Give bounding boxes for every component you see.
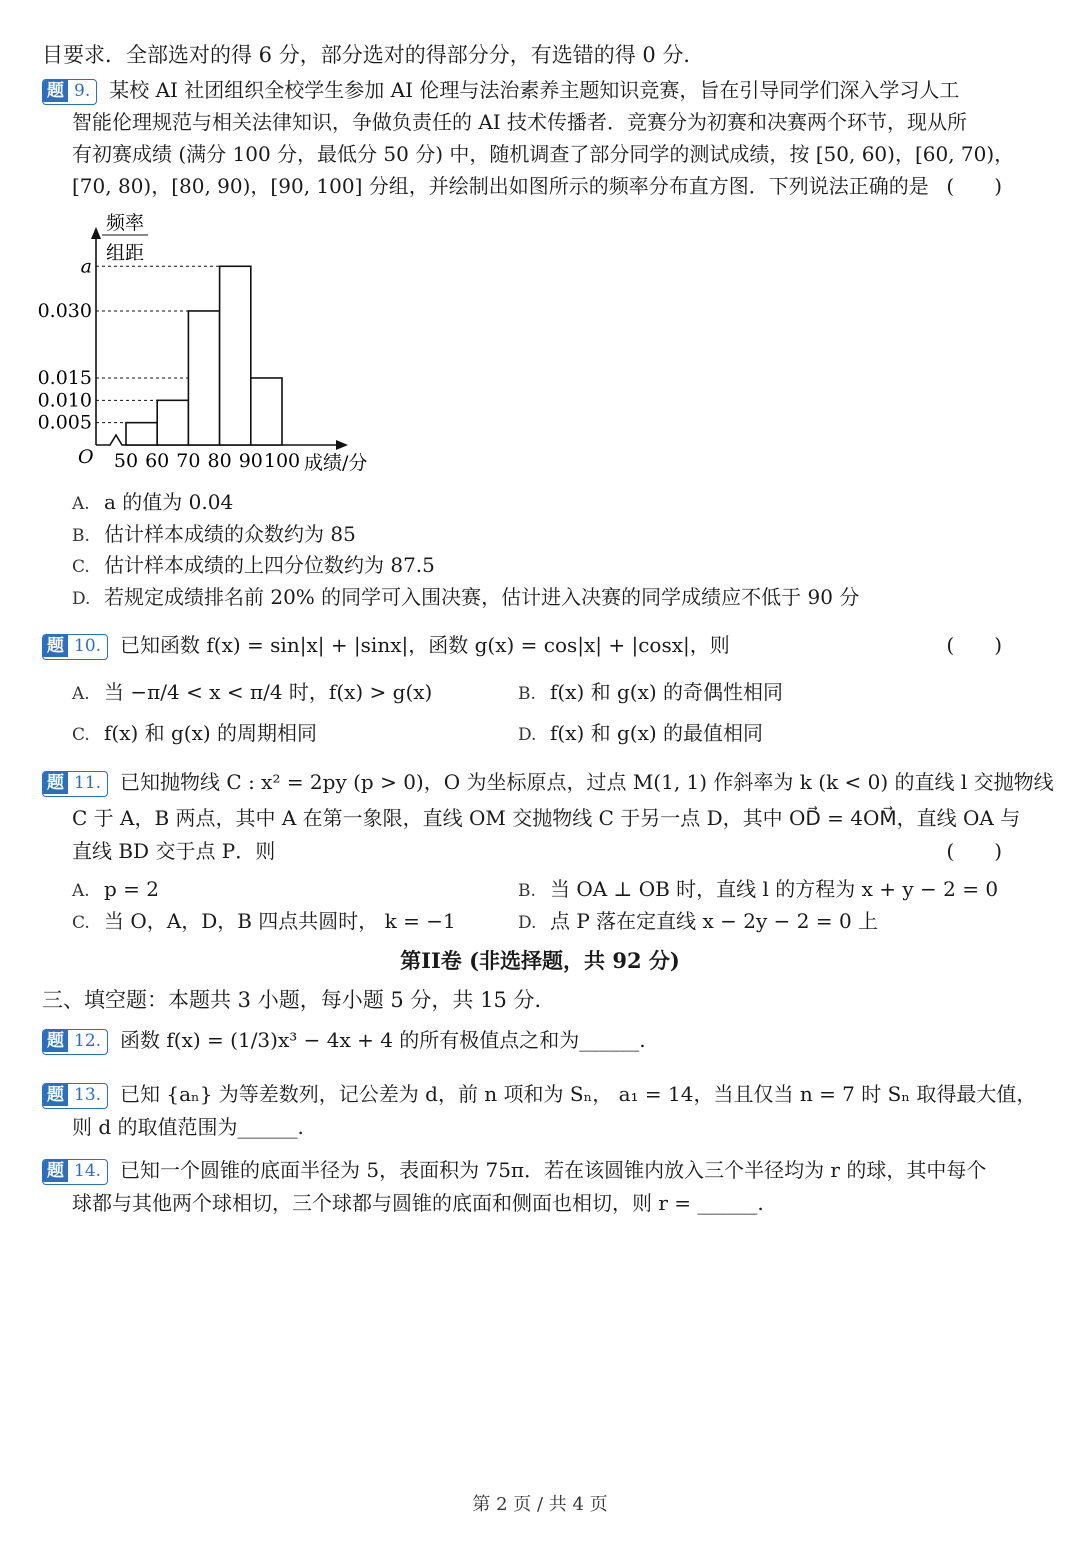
question-badge: 题 12. [42, 1029, 108, 1055]
q9-line-2: 智能伦理规范与相关法律知识，争做负责任的 AI 技术传播者．竞赛分为初赛和决赛两个环节，现从所 [72, 110, 968, 134]
q11-option-a[interactable]: A. p = 2 [72, 877, 159, 901]
question-13 [42, 1079, 1036, 1109]
histogram-bar [126, 423, 157, 445]
q11-line-1: 已知抛物线 C : x² = 2py (p > 0)，O 为坐标原点，过点 M(1, 1) 作斜率为 k (k < 0) 的直线 l 交抛物线 [120, 770, 1054, 794]
x-tick-label: 90 [238, 450, 263, 472]
y-tick-label: 0.015 [37, 366, 92, 389]
ylabel-bottom: 组距 [106, 242, 145, 264]
page-footer: 第 2 页 / 共 4 页 [472, 1494, 608, 1515]
q13-line-1: 已知 {aₙ} 为等差数列，记公差为 d，前 n 项和为 Sₙ， a₁ = 14，当且仅当 n = 7 时 Sₙ 取得最大值， [120, 1082, 1037, 1106]
q10-option-c[interactable]: C. f(x) 和 g(x) 的周期相同 [72, 721, 318, 745]
question-11 [42, 767, 1054, 797]
q14-line-1: 已知一个圆锥的底面半径为 5，表面积为 75π．若在该圆锥内放入三个半径均为 r 的球，其中每个 [120, 1158, 987, 1182]
q11-option-d[interactable]: D. 点 P 落在定直线 x − 2y − 2 = 0 上 [518, 909, 879, 933]
q10-option-b[interactable]: B. f(x) 和 g(x) 的奇偶性相同 [518, 680, 784, 704]
question-badge: 题 13. [42, 1083, 108, 1109]
q10-option-d[interactable]: D. f(x) 和 g(x) 的最值相同 [518, 721, 764, 745]
y-axis-arrow [91, 227, 101, 239]
q11-line-2: C 于 A，B 两点，其中 A 在第一象限，直线 OM 交抛物线 C 于另一点 D，其中 OD⃗ = 4OM⃗，直线 OA 与 [72, 806, 1021, 830]
q11-option-b[interactable]: B. 当 OA ⊥ OB 时，直线 l 的方程为 x + y − 2 = 0 [518, 877, 999, 901]
q9-option-c[interactable]: C. 估计样本成绩的上四分位数约为 87.5 [72, 553, 435, 577]
q13-line-2: 则 d 的取值范围为______. [72, 1115, 304, 1139]
question-badge: 题 9. [42, 79, 97, 105]
question-9 [42, 75, 959, 105]
q11-line-3: 直线 BD 交于点 P．则 [72, 839, 276, 863]
q9-answer-paren: ( ) [946, 174, 1002, 198]
q11-answer-paren: ( ) [946, 839, 1002, 863]
x-tick-label: 100 [263, 450, 301, 472]
q11-option-c[interactable]: C. 当 O，A，D，B 四点共圆时， k = −1 [72, 909, 456, 933]
y-tick-label: 0.010 [37, 389, 92, 412]
q14-line-2: 球都与其他两个球相切，三个球都与圆锥的底面和侧面也相切，则 r = ______. [72, 1191, 764, 1215]
q9-line-4: [70, 80)，[80, 90)，[90, 100] 分组，并绘制出如图所示的频率分布直方图．下列说法正确的是 [72, 174, 929, 198]
x-tick-label: 50 [113, 450, 139, 472]
question-14 [42, 1155, 986, 1185]
intro-line: 目要求．全部选对的得 6 分，部分选对的得部分分，有选错的得 0 分． [42, 43, 705, 67]
q9-option-a[interactable]: A. a 的值为 0.04 [72, 490, 234, 514]
x-tick-label: 70 [176, 450, 201, 472]
x-tick-label: 80 [207, 450, 232, 472]
question-12 [42, 1025, 646, 1055]
section-3-title: 三、填空题：本题共 3 小题，每小题 5 分，共 15 分． [42, 988, 556, 1012]
part-2-title: 第II卷 (非选择题，共 92 分) [400, 948, 680, 973]
q9-option-d[interactable]: D. 若规定成绩排名前 20% 的同学可入围决赛，估计进入决赛的同学成绩应不低于 90 分 [72, 585, 860, 609]
histogram-bar [188, 311, 219, 445]
q10-option-a[interactable]: A. 当 −π/4 < x < π/4 时，f(x) > g(x) [72, 680, 433, 704]
x-axis-arrow [336, 440, 348, 450]
histogram-bar [157, 400, 188, 445]
frequency-histogram [30, 205, 390, 485]
y-tick-label: 0.005 [37, 411, 92, 434]
x-axis-label: 成绩/分 [304, 452, 368, 474]
histogram-bar [220, 266, 251, 445]
question-badge: 题 14. [42, 1159, 108, 1185]
histogram-bar [251, 378, 282, 445]
q9-line-3: 有初赛成绩 (满分 100 分，最低分 50 分) 中，随机调查了部分同学的测试成绩，按 [50, 60)，[60, 70)， [72, 142, 1015, 166]
y-tick-label: 0.030 [37, 299, 92, 322]
question-badge: 题 10. [42, 634, 108, 660]
q10-stem: 已知函数 f(x) = sin|x| + |sinx|，函数 g(x) = cos|x| + |cosx|，则 [120, 633, 730, 657]
q12-text: 函数 f(x) = (1/3)x³ − 4x + 4 的所有极值点之和为______. [120, 1028, 646, 1052]
y-tick-label: a [80, 255, 92, 278]
question-badge: 题 11. [42, 771, 108, 797]
q10-answer-paren: ( ) [946, 633, 1002, 657]
q9-line-1: 某校 AI 社团组织全校学生参加 AI 伦理与法治素养主题知识竞赛，旨在引导同学们深入学习人工 [109, 78, 960, 102]
origin-label: O [78, 446, 94, 468]
question-10 [42, 630, 730, 660]
q9-option-b[interactable]: B. 估计样本成绩的众数约为 85 [72, 522, 356, 546]
x-tick-label: 60 [145, 450, 170, 472]
ylabel-top: 频率 [106, 212, 145, 234]
